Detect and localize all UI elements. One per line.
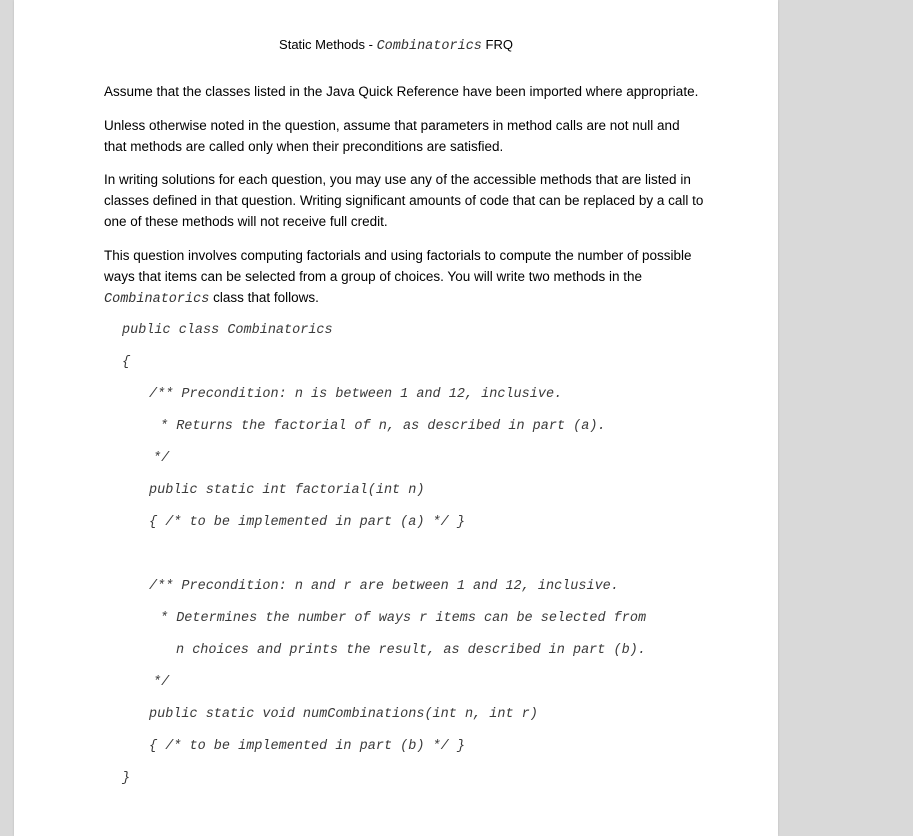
code-comment-1-end: */ [153, 451, 170, 466]
paragraph-preconditions-line1: Unless otherwise noted in the question, assume that parameters in method calls are not null and [104, 118, 680, 133]
paragraph-accessible-methods [104, 169, 734, 232]
code-method-factorial-body: { /* to be implemented in part (a) */ } [149, 515, 465, 530]
code-class-declaration: public class Combinatorics [122, 323, 333, 338]
paragraph-methods-line3: one of these methods will not receive full credit. [104, 214, 388, 229]
paragraph-imports [104, 81, 734, 102]
code-method-numcombinations-body: { /* to be implemented in part (b) */ } [149, 739, 465, 754]
code-open-brace: { [122, 355, 131, 370]
code-comment-1-line1: /** Precondition: n is between 1 and 12, inclusive. [149, 387, 563, 402]
paragraph-question-intro [104, 245, 734, 310]
document-page [14, 0, 778, 836]
paragraph-intro-class-name: Combinatorics [104, 292, 210, 307]
paragraph-intro-line2: ways that items can be selected from a group of choices. You will write two methods in the [104, 269, 643, 284]
code-comment-2-line3: n choices and prints the result, as described in part (b). [176, 643, 646, 658]
page-title [14, 37, 778, 54]
paragraph-methods-line2: classes defined in that question. Writing significant amounts of code that can be replaced by a call to [104, 193, 704, 208]
code-close-brace: } [122, 771, 131, 786]
viewer-background [778, 0, 913, 836]
code-method-factorial-signature: public static int factorial(int n) [149, 483, 425, 498]
code-comment-2-end: */ [153, 675, 170, 690]
paragraph-intro-line3: class that follows. [209, 290, 319, 305]
paragraph-intro-line1: This question involves computing factorials and using factorials to compute the number of possible [104, 248, 692, 263]
code-comment-2-line2: * Determines the number of ways r items can be selected from [160, 611, 647, 626]
paragraph-preconditions [104, 115, 734, 157]
code-comment-1-line2: * Returns the factorial of n, as described in part (a). [160, 419, 606, 434]
paragraph-methods-line1: In writing solutions for each question, you may use any of the accessible methods that are listed in [104, 172, 691, 187]
title-suffix: FRQ [481, 37, 513, 52]
title-prefix: Static Methods - [279, 37, 377, 52]
code-method-numcombinations-signature: public static void numCombinations(int n, int r) [149, 707, 538, 722]
title-class-name: Combinatorics [376, 39, 482, 54]
code-comment-2-line1: /** Precondition: n and r are between 1 and 12, inclusive. [149, 579, 619, 594]
paragraph-imports-text: Assume that the classes listed in the Java Quick Reference have been imported where appropriate. [104, 84, 699, 99]
paragraph-preconditions-line2: that methods are called only when their preconditions are satisfied. [104, 139, 504, 154]
